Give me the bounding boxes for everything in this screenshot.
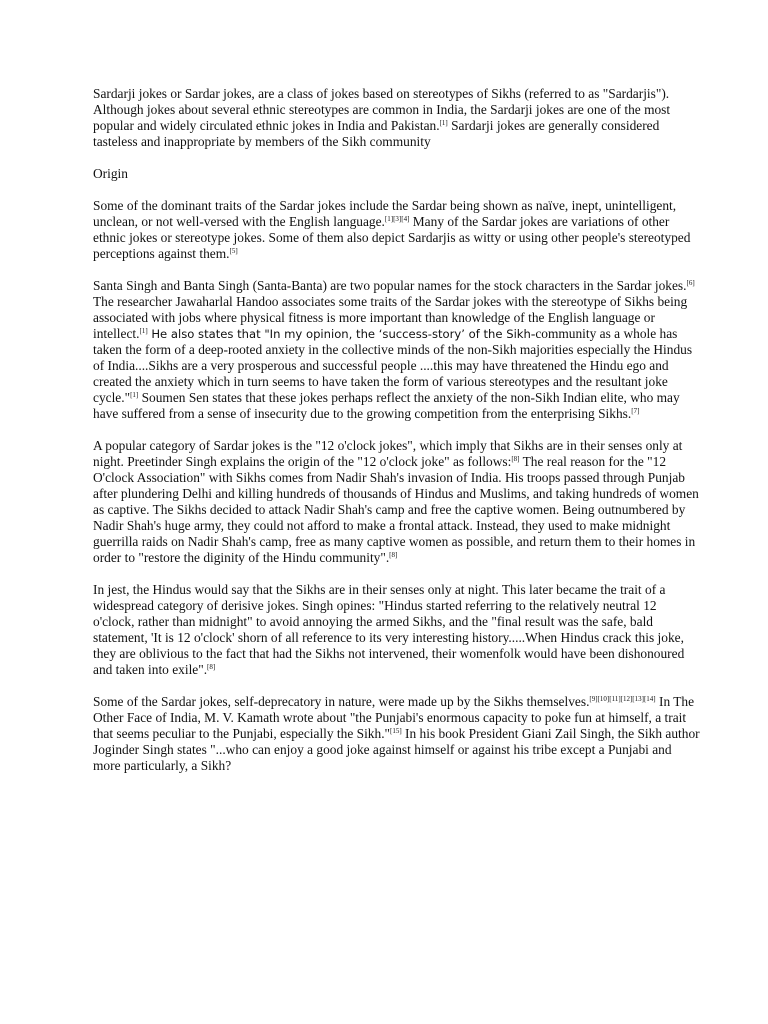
citation[interactable]: [9][10][11][12][13][14]: [589, 695, 656, 703]
text-run-alt-font: He also states that "In my opinion, the ‘success-story’ of the Sikh: [147, 327, 531, 341]
citation[interactable]: [1]: [139, 327, 148, 335]
text-run: Soumen Sen states that these jokes perhaps reflect the anxiety of the non-Sikh Indian elite, who may have suffered from a sense of insecurity due to the growing competition from the enterprising Sikhs.: [93, 390, 680, 421]
paragraph-in-jest: [93, 582, 700, 678]
text-run: In his book President Giani Zail Singh, the Sikh author Joginder Singh states "...who can enjoy a good joke against himself or against his tribe except a Punjabi and more particularly, a Sikh?: [93, 726, 700, 773]
paragraph-self-deprecatory: [93, 694, 700, 774]
citation[interactable]: [1]: [439, 119, 448, 127]
text-run: In jest, the Hindus would say that the Sikhs are in their senses only at night. This later became the trait of a widespread category of derisive jokes. Singh opines: "Hindus started referring to the relatively neutral 12 o'clock, rather than midnight" to avoid annoying the armed Sikhs, and the "final result was the safe, bald statement, 'It is 12 o'clock' shorn of all reference to its very interesting history.....When Hindus crack this joke, they are oblivious to the fact that had the Sikhs not intervened, their womenfolk would have been dishonoured and taken into exile".: [93, 582, 685, 677]
citation[interactable]: [8]: [207, 663, 216, 671]
citation[interactable]: [15]: [390, 727, 402, 735]
citation[interactable]: [1][3][4]: [384, 215, 410, 223]
text-run: The researcher Jawaharlal Handoo associates some traits of the Sardar jokes with the stereotype of Sikhs being associated with jobs where physical fitness is more important than knowledge of the English language or intellect.: [93, 294, 688, 341]
text-run: Sardarji jokes or Sardar jokes, are a class of jokes based on stereotypes of Sikhs (referred to as "Sardarjis"). Although jokes about several ethnic stereotypes are common in India, the Sardarji jokes are one of the most popular and widely circulated ethnic jokes in India and Pakistan.: [93, 86, 671, 133]
paragraph-intro: [93, 86, 700, 150]
citation[interactable]: [6]: [686, 279, 695, 287]
text-run: The real reason for the "12 O'clock Association" with Sikhs comes from Nadir Shah's invasion of India. His troops passed through Punjab after plundering Delhi and killing hundreds of thousands of Hindus and Muslims, and taking hundreds of women as captive. The Sikhs decided to attack Nadir Shah's camp and free the captive women. Being outnumbered by Nadir Shah's huge army, they could not afford to make a frontal attack. Instead, they used to make midnight guerrilla raids on Nadir Shah's camp, free as many captive women as possible, and return them to their homes in order to "restore the diginity of the Hindu community".: [93, 454, 699, 565]
paragraph-santa-banta: [93, 278, 700, 422]
paragraph-twelve-oclock: [93, 438, 700, 566]
citation[interactable]: [8]: [511, 455, 520, 463]
text-run: In The Other Face of India, M. V. Kamath wrote about "the Punjabi's enormous capacity to poke fun at himself, a trait that seems peculiar to the Punjabi, especially the Sikh.": [93, 694, 695, 741]
text-run: Some of the Sardar jokes, self-deprecatory in nature, were made up by the Sikhs themselves.: [93, 694, 590, 709]
text-run: A popular category of Sardar jokes is the "12 o'clock jokes", which imply that Sikhs are in their senses only at night. Preetinder Singh explains the origin of the "12 o'clock joke" as follows:: [93, 438, 683, 469]
text-run: Sardarji jokes are generally considered tasteless and inappropriate by members of the Sikh community: [93, 118, 660, 149]
text-run: Santa Singh and Banta Singh (Santa-Banta) are two popular names for the stock characters in the Sardar jokes.: [93, 278, 687, 293]
text-run: Some of the dominant traits of the Sardar jokes include the Sardar being shown as naïve, inept, unintelligent, unclean, or not well-versed with the English language.: [93, 198, 677, 229]
text-run: Many of the Sardar jokes are variations of other ethnic jokes or stereotype jokes. Some of them also depict Sardarjis as witty or using other people's stereotyped perceptions against them.: [93, 214, 691, 261]
heading-text: Origin: [93, 166, 128, 181]
citation[interactable]: [7]: [631, 407, 640, 415]
citation[interactable]: [8]: [389, 551, 398, 559]
text-run: -community as a whole has taken the form of a deep-rooted anxiety in the collective minds of the non-Sikh majorities especially the Hindus of India....Sikhs are a very prosperous and successful people ....this may have threatened the Hindu ego and created the anxiety which in turn seems to have taken the form of various stereotypes and the resultant joke cycle.": [93, 326, 693, 405]
citation[interactable]: [1]: [130, 391, 139, 399]
section-heading-origin: [93, 166, 700, 182]
paragraph-traits: [93, 198, 700, 262]
citation[interactable]: [5]: [229, 247, 238, 255]
